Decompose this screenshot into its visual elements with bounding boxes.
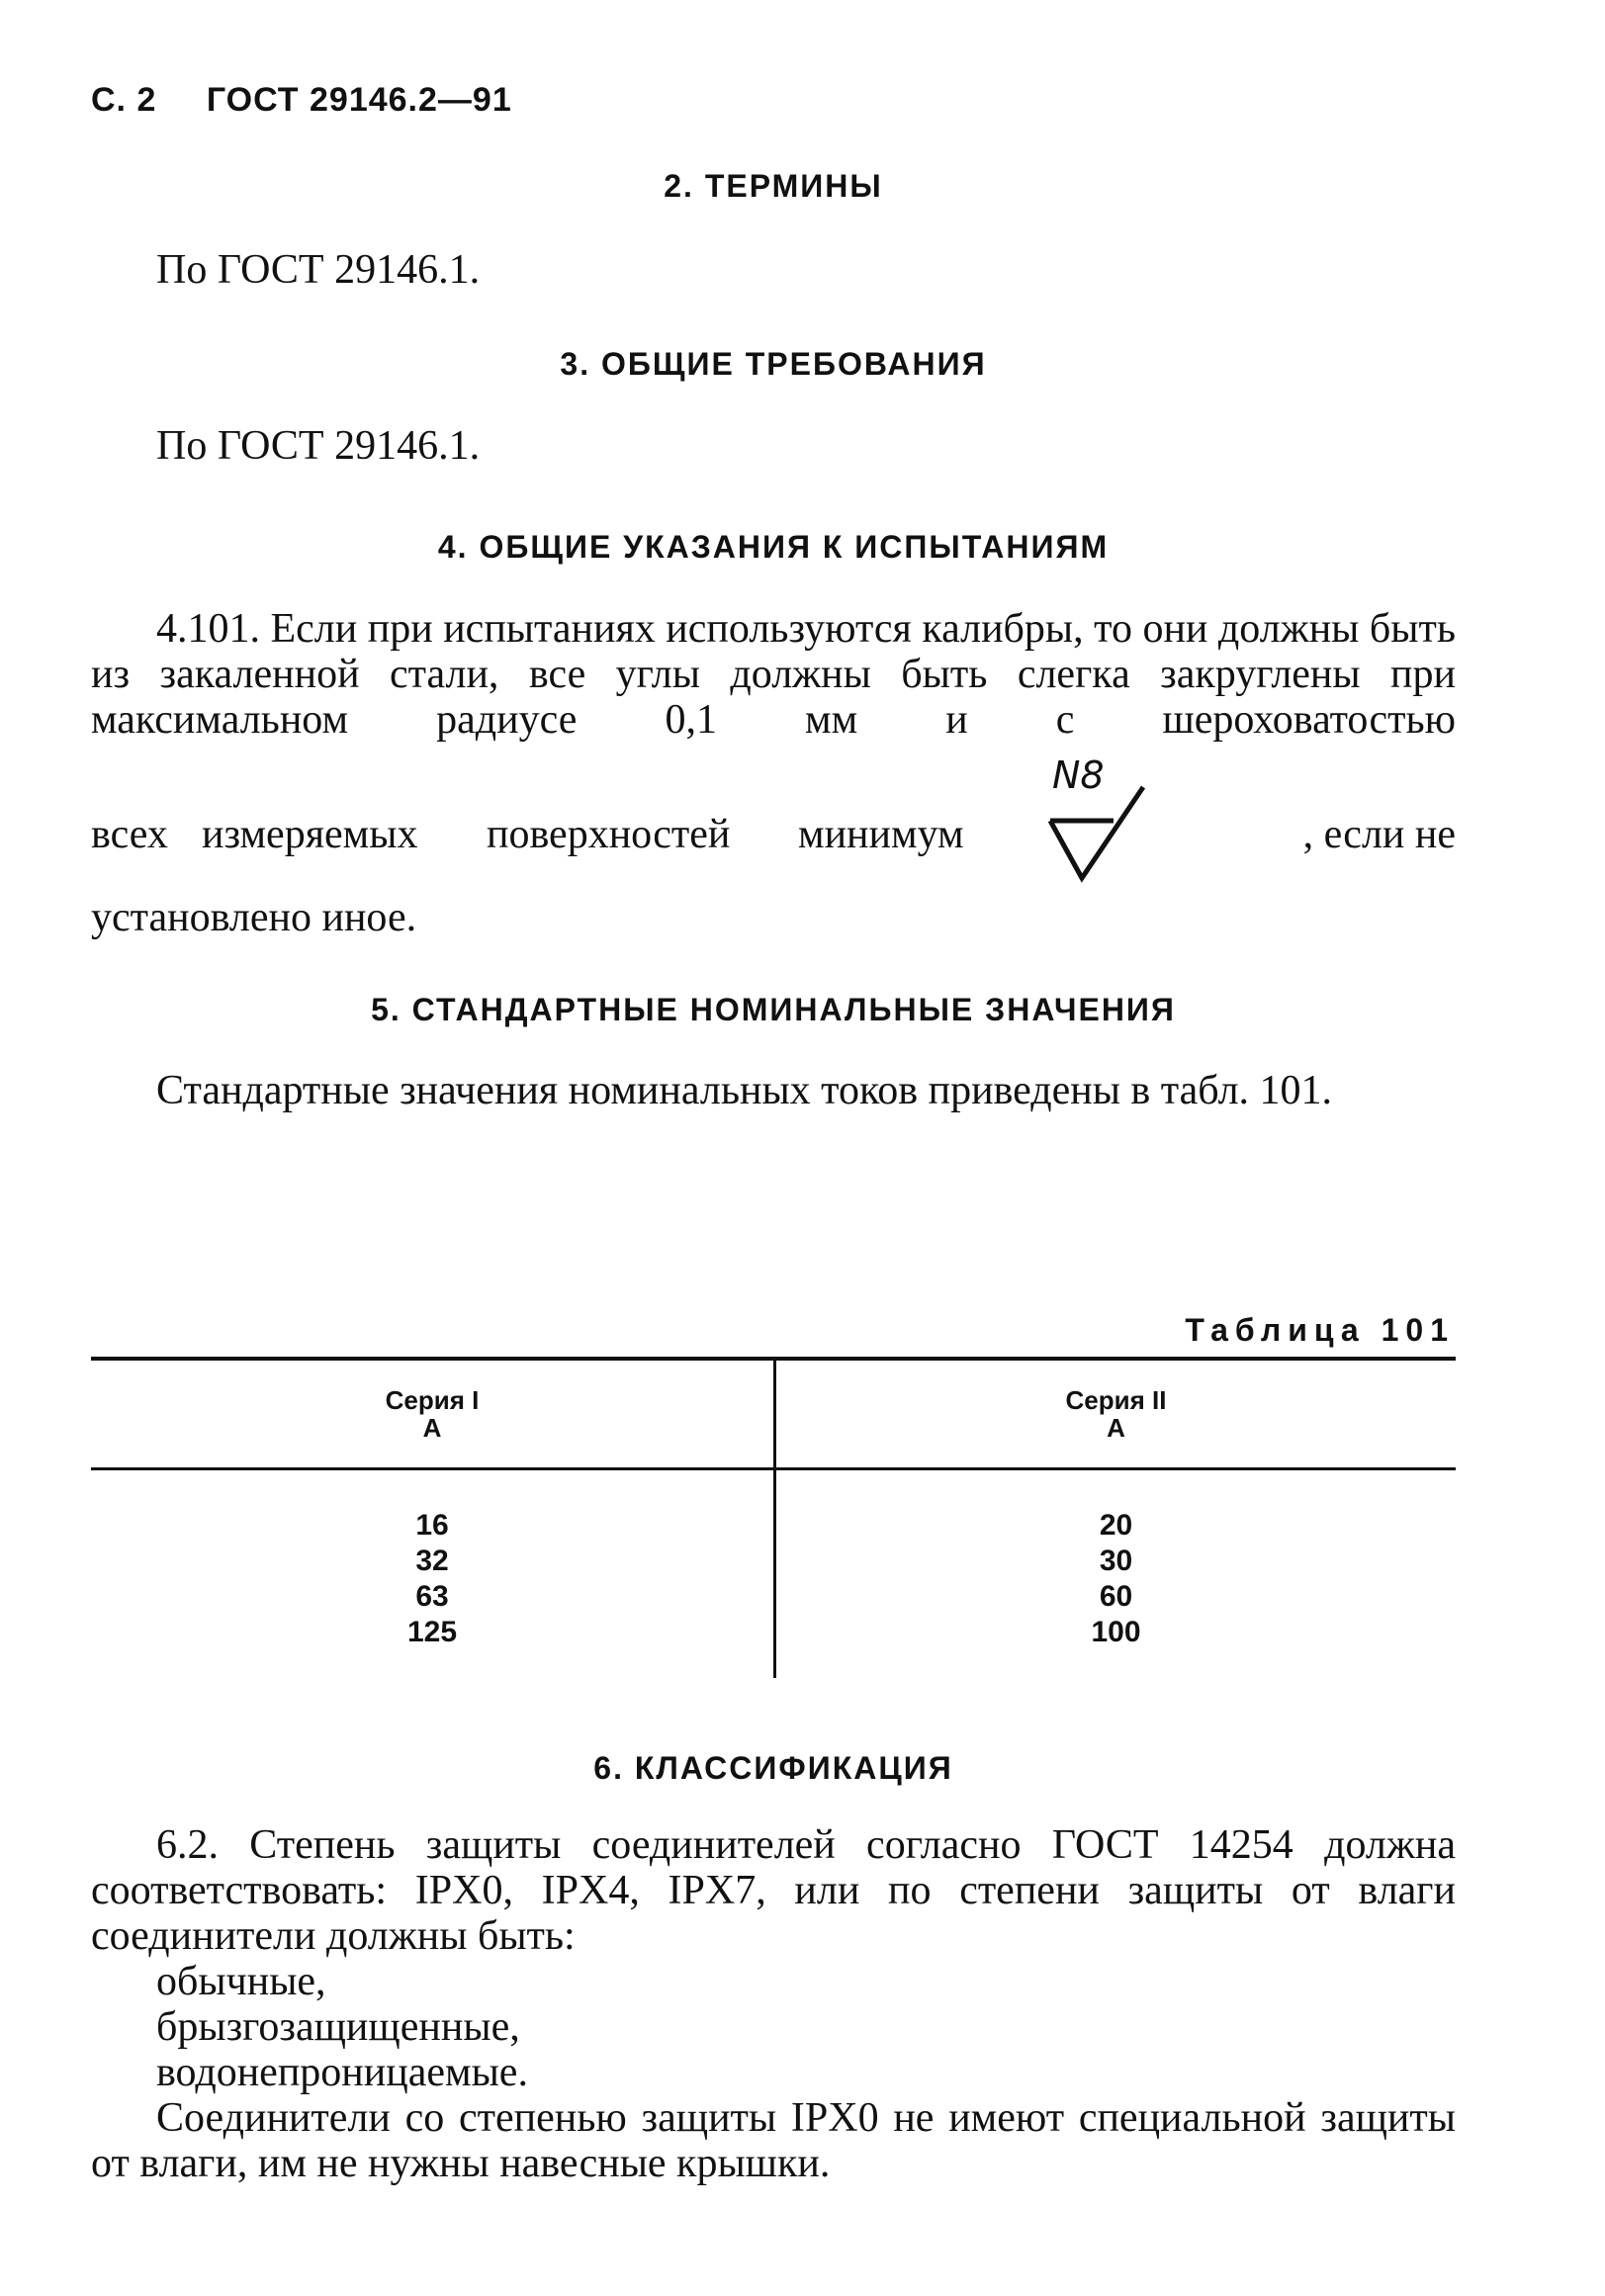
word: измеряемых [202, 812, 418, 857]
section-4-paragraph: 4.101. Если при испытаниях используются калибры, то они должны быть из закаленной стали, все углы должны быть слегка закруглены при максимальном радиусе 0,1 мм и с шероховатостью [91, 606, 1456, 743]
section-6-paragraph: 6.2. Степень защиты соединителей согласно ГОСТ 14254 должна соответствовать: IPX0, IPX4, IPX7, или по степени защиты от влаги соединители должны быть: [91, 1822, 1456, 1959]
table-cell: 60 [1099, 1580, 1133, 1613]
roughness-line [91, 753, 1456, 900]
table-cell: 125 [406, 1616, 458, 1648]
section-6-heading: 6. КЛАССИФИКАЦИЯ [593, 1750, 953, 1786]
roughness-mark-label: N8 [1052, 753, 1105, 797]
section-2-text: По ГОСТ 29146.1. [156, 247, 481, 293]
line-end-text: , если не [1302, 812, 1456, 857]
word: минимум [798, 812, 964, 857]
column-header-series-2 [776, 1386, 1456, 1442]
section-3-heading: 3. ОБЩИЕ ТРЕБОВАНИЯ [560, 346, 987, 382]
column-title: Серия I [385, 1385, 480, 1415]
list-item: брызгозащищенные, [156, 2004, 520, 2050]
table-cell: 20 [1099, 1509, 1133, 1542]
table-cell: 16 [415, 1509, 449, 1542]
roughness-triangle-icon [1044, 781, 1153, 890]
section-3-text: По ГОСТ 29146.1. [156, 423, 481, 469]
section-2-heading: 2. ТЕРМИНЫ [664, 168, 883, 204]
standard-number: ГОСТ 29146.2—91 [206, 81, 512, 119]
section-4-heading: 4. ОБЩИЕ УКАЗАНИЯ К ИСПЫТАНИЯМ [437, 529, 1110, 565]
section-5-heading: 5. СТАНДАРТНЫЕ НОМИНАЛЬНЫЕ ЗНАЧЕНИЯ [371, 992, 1176, 1027]
list-item: обычные, [156, 1959, 326, 2004]
page-number: С. 2 [91, 81, 157, 119]
table-column-series-1 [91, 1508, 773, 1650]
column-header-series-1 [91, 1386, 773, 1442]
column-unit: А [422, 1413, 442, 1443]
list-item: водонепроницаемые. [156, 2050, 528, 2095]
section-4-last-line: установлено иное. [91, 895, 417, 940]
word: всех [91, 812, 168, 857]
column-unit: А [1107, 1413, 1125, 1443]
word: поверхностей [487, 812, 731, 857]
table-cell: 32 [415, 1545, 449, 1577]
table-cell: 30 [1099, 1545, 1133, 1577]
section-6-paragraph-2: Соединители со степенью защиты IPX0 не имеют специальной защиты от влаги, им не нужны навесные крышки. [91, 2095, 1456, 2186]
column-title: Серия II [1065, 1385, 1167, 1415]
page-header [91, 81, 512, 120]
table-cell: 63 [415, 1580, 449, 1613]
section-5-paragraph: Стандартные значения номинальных токов приведены в табл. 101. [156, 1068, 1333, 1113]
table-cell: 100 [1091, 1616, 1141, 1648]
table-label: Таблица 101 [1185, 1312, 1455, 1348]
table-column-series-2 [776, 1508, 1456, 1650]
